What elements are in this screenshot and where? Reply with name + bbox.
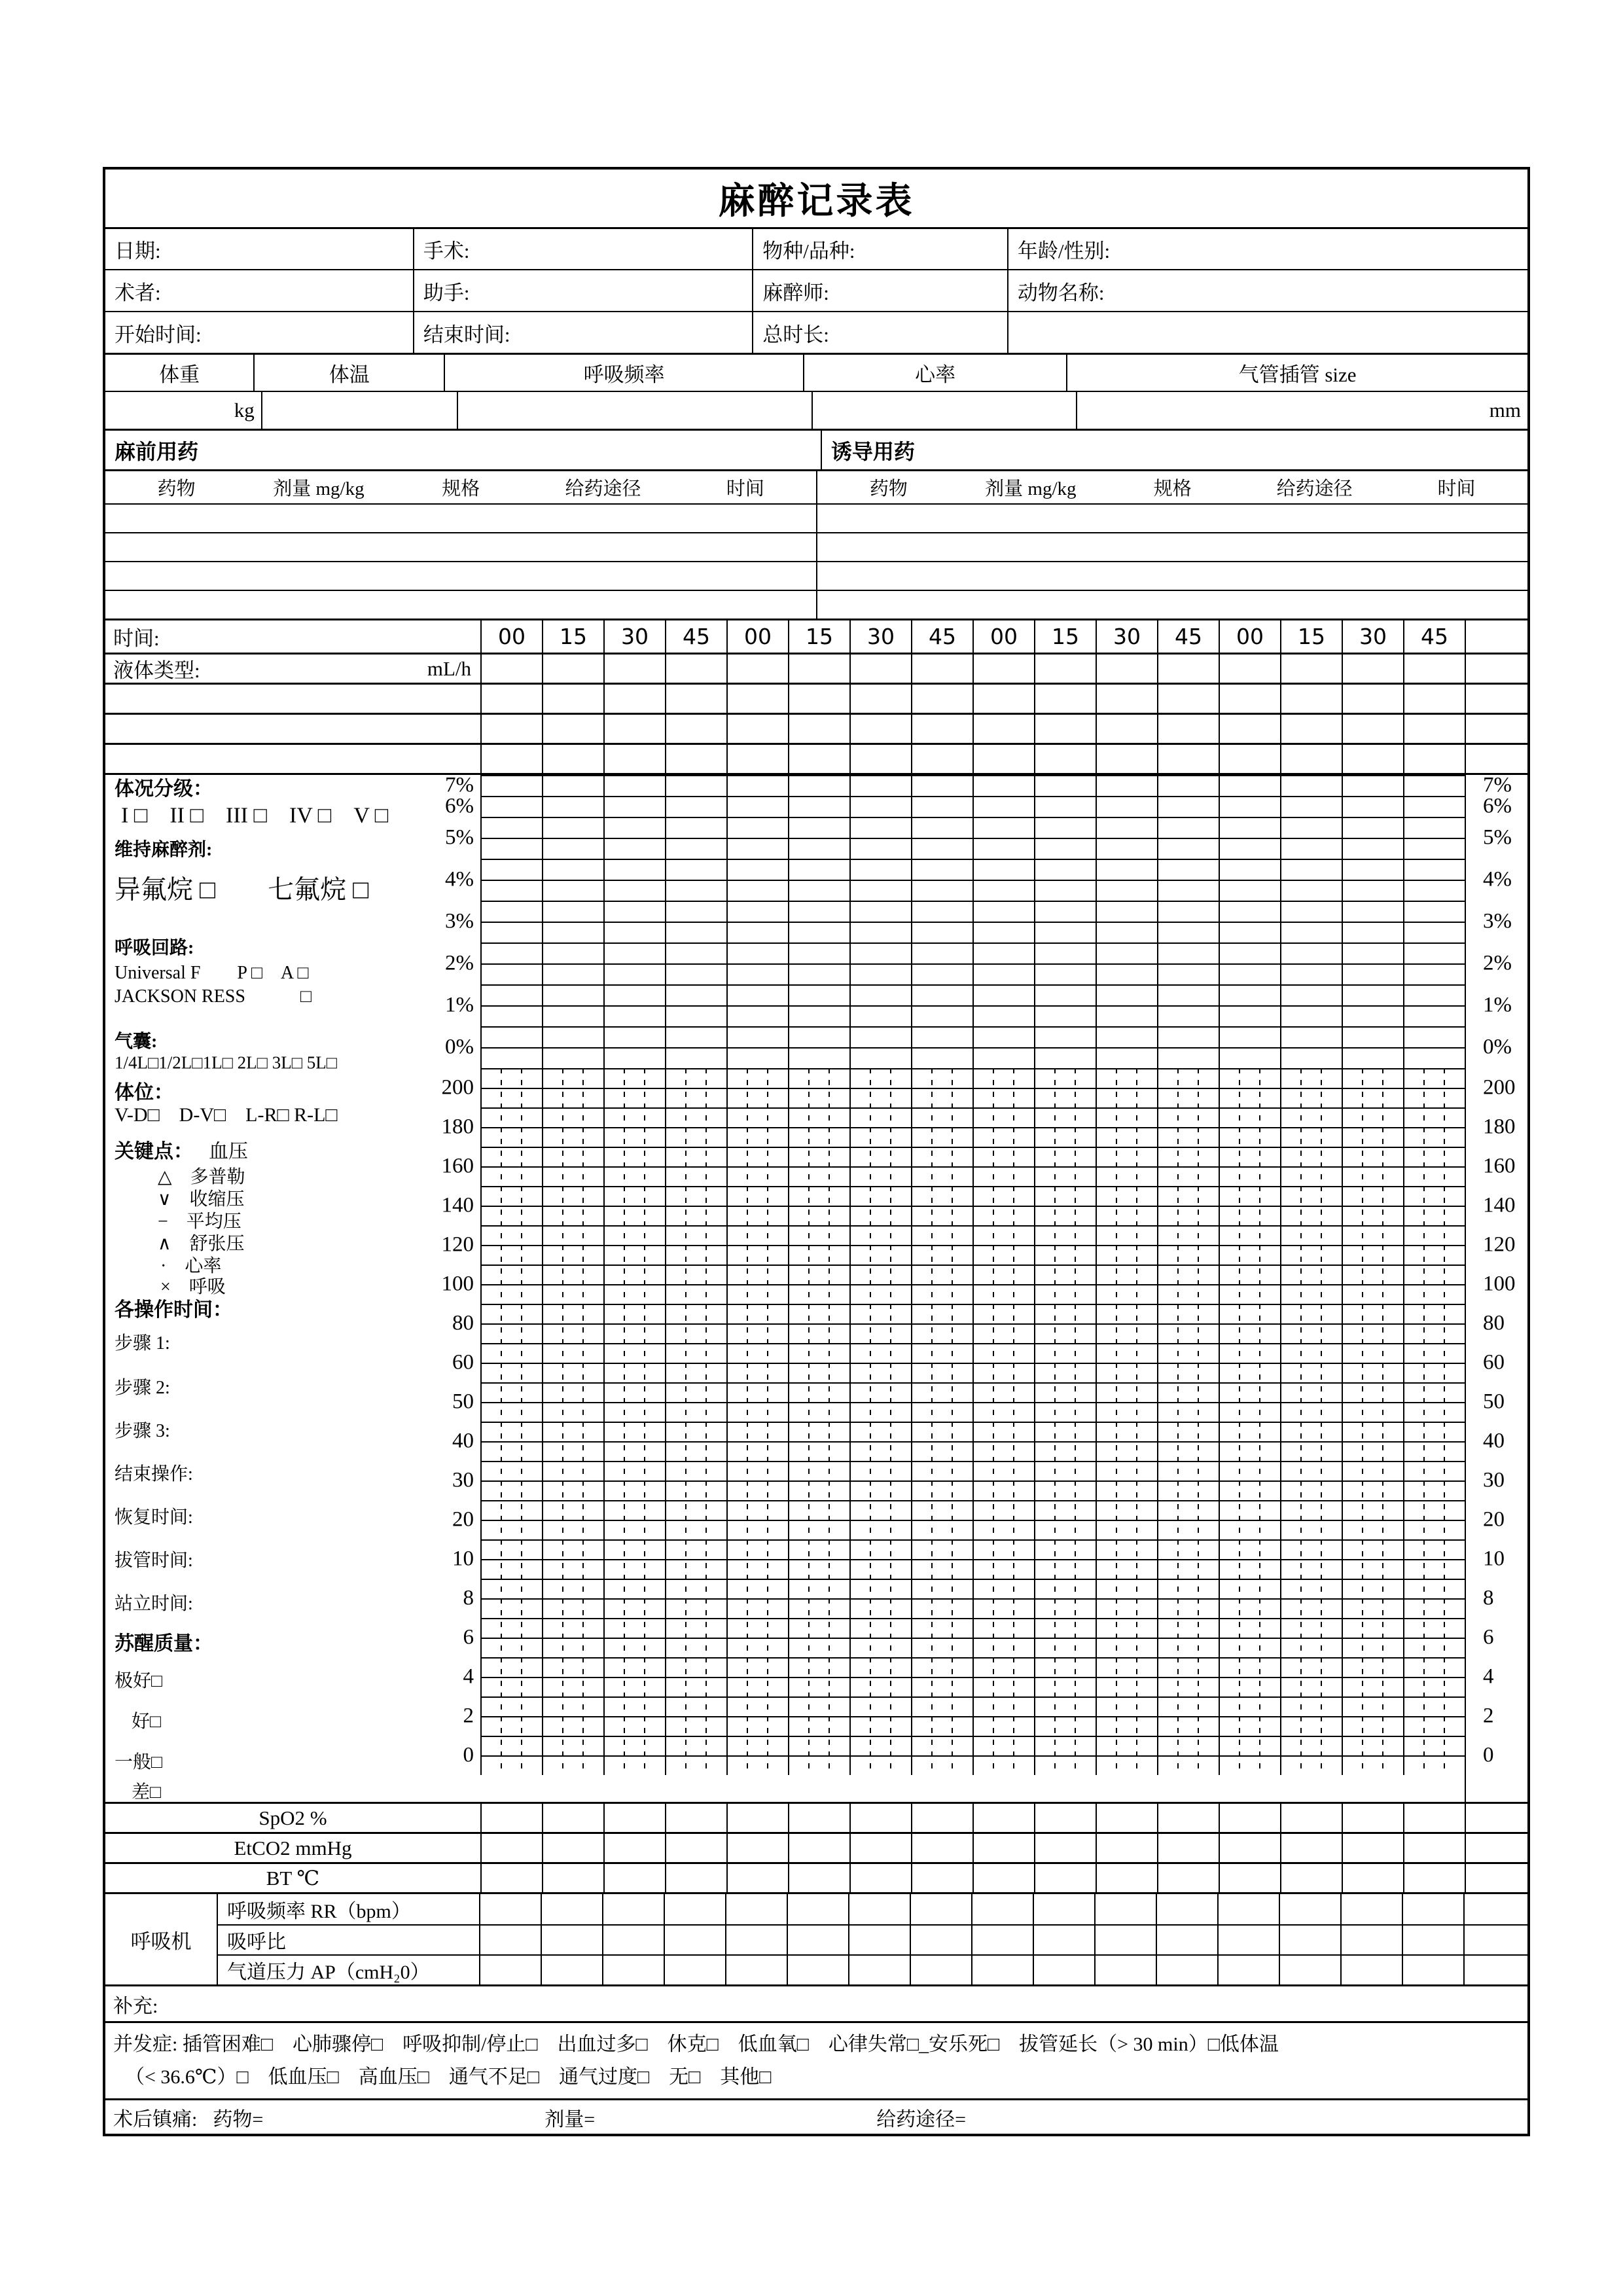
- percent-axis-tick: 6%: [445, 794, 474, 818]
- empty-cell: [1007, 312, 1527, 353]
- chart-left-panel-item: × 呼吸: [160, 1277, 226, 1297]
- animal-name-field[interactable]: [1007, 270, 1527, 311]
- vitals-axis-tick: 6: [463, 1625, 474, 1649]
- drug-entry-row: [105, 532, 1527, 561]
- post-op-drug-field[interactable]: 药物=: [213, 2108, 264, 2130]
- post-op-dose-field[interactable]: 剂量=: [544, 2108, 596, 2130]
- vitals-axis-tick: 40: [1483, 1429, 1505, 1453]
- vitals-axis-tick: 2: [463, 1704, 474, 1728]
- vitals-axis-tick: 10: [1483, 1547, 1505, 1571]
- tube-size-header: 气管插管 size: [1066, 355, 1527, 391]
- drug-column-header: 给药途径: [565, 478, 641, 499]
- monitor-grid-cells[interactable]: [480, 1804, 1465, 1832]
- time-tick: 45: [1403, 620, 1465, 653]
- respiratory-rate-header: 呼吸频率: [444, 355, 803, 391]
- percent-axis-tick: 5%: [445, 825, 474, 850]
- chart-left-panel-item: − 平均压: [158, 1211, 241, 1232]
- drug-column-header: 剂量 mg/kg: [985, 478, 1077, 499]
- total-duration-label: 总时长:: [762, 323, 829, 346]
- vitals-axis-tick: 6: [1483, 1625, 1494, 1649]
- time-tick: 45: [911, 620, 972, 653]
- end-time-label: 结束时间:: [423, 323, 510, 346]
- animal-name-label: 动物名称:: [1017, 281, 1105, 304]
- percent-axis-tick: 3%: [1483, 909, 1512, 933]
- ventilator-row: [218, 1954, 1527, 1984]
- vitals-axis-tick: 180: [1483, 1115, 1516, 1139]
- end-time-field[interactable]: [413, 312, 752, 353]
- chart-left-panel-item: 呼吸回路:: [115, 938, 194, 958]
- drug-column-header: 时间: [726, 478, 764, 499]
- percent-axis-tick: 4%: [1483, 867, 1512, 891]
- temperature-header: 体温: [253, 355, 444, 391]
- vitals-axis-tick: 8: [1483, 1586, 1494, 1610]
- chart-left-panel-item: 体位：: [115, 1082, 173, 1103]
- monitor-extra-cell: [1465, 1864, 1527, 1892]
- chart-left-panel-item: 站立时间:: [115, 1594, 193, 1614]
- weight-header: 体重: [159, 363, 200, 386]
- vitals-axis-tick: 140: [1483, 1193, 1516, 1217]
- vitals-axis-tick: 50: [452, 1390, 474, 1414]
- chart-left-panel-item: 1/4L□1/2L□1L□ 2L□ 3L□ 5L□: [115, 1052, 338, 1073]
- vitals-axis-tick: 0: [1483, 1743, 1494, 1767]
- chart-left-panel-item: ∨ 收缩压: [158, 1189, 245, 1210]
- percent-axis-tick: 3%: [445, 909, 474, 933]
- chart-left-panel: [105, 775, 480, 1802]
- percent-axis-tick: 2%: [1483, 951, 1512, 975]
- fluid-entry-label[interactable]: [105, 715, 480, 743]
- time-tick: 30: [603, 620, 665, 653]
- fluid-grid-cells[interactable]: [480, 655, 1465, 683]
- species-field[interactable]: [752, 229, 1007, 269]
- info-row-1: [105, 227, 1527, 269]
- surgery-label: 手术:: [423, 240, 470, 262]
- monitor-row-label: BT ℃: [266, 1866, 320, 1890]
- vitals-axis-tick: 30: [1483, 1468, 1505, 1492]
- chart-left-panel-item: 结束操作:: [115, 1464, 193, 1484]
- chart-bottom-strip: [480, 1775, 1465, 1802]
- vitals-axis-tick: 8: [463, 1586, 474, 1610]
- vitals-axis-tick: 2: [1483, 1704, 1494, 1728]
- percent-axis-tick: 2%: [445, 951, 474, 975]
- vitals-axis-tick: 0: [463, 1743, 474, 1767]
- fluid-entry-label[interactable]: [105, 685, 480, 713]
- time-tick: 00: [1219, 620, 1280, 653]
- drug-entry-row: [105, 590, 1527, 619]
- chart-left-panel-item: 极好□: [115, 1671, 162, 1691]
- info-row-2: [105, 269, 1527, 311]
- induction-entry-cell[interactable]: [816, 562, 1527, 590]
- monitor-rows: [105, 1802, 1527, 1892]
- vitals-plot-grid[interactable]: [480, 1068, 1465, 1775]
- percent-axis-tick: 7%: [445, 773, 474, 797]
- weight-input[interactable]: [105, 392, 261, 429]
- age-sex-label: 年龄/性别:: [1017, 240, 1111, 262]
- vitals-axis-tick: 80: [1483, 1311, 1505, 1335]
- timeline-label: 时间:: [113, 627, 160, 650]
- percent-axis-tick: 5%: [1483, 825, 1512, 850]
- vitals-axis-tick: 200: [441, 1075, 474, 1100]
- time-tick: 15: [1280, 620, 1342, 653]
- vitals-units-row: [105, 391, 1527, 429]
- ventilator-grid-cells[interactable]: [479, 1956, 1463, 1984]
- monitor-grid-cells[interactable]: [480, 1864, 1465, 1892]
- ventilator-row-label: 呼吸频率 RR（bpm）: [227, 1901, 411, 1922]
- time-tick: 30: [849, 620, 911, 653]
- title-row: [105, 170, 1527, 227]
- time-tick: 30: [1096, 620, 1157, 653]
- ventilator-rows: [218, 1894, 1527, 1984]
- vitals-axis-tick: 40: [452, 1429, 474, 1453]
- heart-rate-input[interactable]: [812, 392, 1076, 429]
- drug-section-header: [105, 429, 1527, 469]
- fluid-grid-cells[interactable]: [480, 745, 1465, 773]
- tube-size-input[interactable]: [1076, 392, 1527, 429]
- premed-title: 麻前用药: [115, 439, 199, 463]
- chart-left-panel-item: 维持麻醉剂:: [115, 840, 213, 860]
- percent-axis-tick: 7%: [1483, 773, 1512, 797]
- monitor-extra-cell: [1465, 1834, 1527, 1862]
- chart-left-panel-item: 好□: [132, 1712, 161, 1732]
- vitals-axis-tick: 20: [452, 1507, 474, 1532]
- induction-title: 诱导用药: [821, 431, 1527, 469]
- monitor-row: [105, 1862, 1527, 1892]
- time-tick: 30: [1342, 620, 1403, 653]
- chart-left-panel-item: 关键点：: [115, 1141, 193, 1162]
- time-tick: 00: [480, 620, 542, 653]
- drug-column-header: 规格: [1153, 478, 1192, 499]
- start-time-field[interactable]: [105, 312, 413, 353]
- vitals-axis-tick: 20: [1483, 1507, 1505, 1532]
- ventilator-row-label: 气道压力 AP（cmH₂0）: [227, 1962, 430, 1983]
- time-tick: 45: [665, 620, 726, 653]
- time-tick: 45: [1157, 620, 1219, 653]
- vitals-axis-tick: 4: [463, 1664, 474, 1689]
- ventilator-extra-cell: [1463, 1894, 1527, 1924]
- ventilator-extra-cell: [1463, 1956, 1527, 1984]
- time-tick: 15: [1034, 620, 1096, 653]
- chart-left-panel-item: · 心率: [160, 1256, 222, 1276]
- chart-left-panel-item: V-D□ D-V□ L-R□ R-L□: [115, 1104, 338, 1126]
- chart-left-panel-item: 各操作时间：: [115, 1299, 232, 1321]
- drug-column-header: 时间: [1437, 478, 1476, 499]
- fluid-extra-cell: [1465, 715, 1527, 743]
- ventilator-row-label: 吸呼比: [227, 1931, 286, 1953]
- drug-columns-row: [105, 469, 1527, 503]
- ventilator-label: 呼吸机: [105, 1894, 218, 1984]
- monitor-row-label: SpO2 %: [259, 1806, 327, 1829]
- respiratory-rate-input[interactable]: [457, 392, 812, 429]
- chart-left-panel-item: 苏醒质量：: [115, 1633, 213, 1655]
- vitals-header-row: [105, 353, 1527, 391]
- assistant-label: 助手:: [423, 281, 470, 304]
- ventilator-row: [218, 1924, 1527, 1954]
- chart-left-panel-item: 步骤 2:: [115, 1378, 170, 1398]
- vitals-axis-tick: 120: [441, 1232, 474, 1257]
- chart-left-panel-item: 体况分级：: [115, 778, 213, 800]
- anesthetist-field[interactable]: [752, 270, 1007, 311]
- fluid-grid-cells[interactable]: [480, 685, 1465, 713]
- induction-columns: [816, 471, 1527, 503]
- vitals-axis-tick: 80: [452, 1311, 474, 1335]
- vitals-axis-tick: 4: [1483, 1664, 1494, 1689]
- fluid-type-row: [105, 653, 1527, 683]
- chart-left-panel-item: ∧ 舒张压: [158, 1234, 245, 1254]
- drug-column-header: 规格: [442, 478, 480, 499]
- premed-entry-cell[interactable]: [105, 591, 816, 619]
- complications-row: [105, 2021, 1527, 2098]
- percent-axis-tick: 0%: [1483, 1035, 1512, 1059]
- chart-left-panel-item: 血压: [209, 1141, 248, 1162]
- chart-left-panel-item: 气囊:: [115, 1031, 158, 1052]
- chart-left-panel-item: 差□: [132, 1782, 161, 1803]
- chart-left-panel-item: JACKSON RESS □: [115, 986, 312, 1007]
- chart-left-panel-item: 异氟烷 □ 七氟烷 □: [115, 874, 369, 905]
- premed-columns: [105, 471, 816, 503]
- monitor-row: [105, 1802, 1527, 1832]
- time-tick: 15: [542, 620, 603, 653]
- assistant-field[interactable]: [413, 270, 752, 311]
- chart-left-panel-item: △ 多普勒: [158, 1167, 245, 1187]
- anesthetist-label: 麻醉师:: [762, 281, 829, 304]
- surgeon-field[interactable]: [105, 270, 413, 311]
- chart-left-panel-item: 拔管时间:: [115, 1551, 193, 1571]
- vitals-axis-tick: 50: [1483, 1390, 1505, 1414]
- anesthetic-percent-grid[interactable]: [480, 775, 1465, 1068]
- chart-right-axis: [1465, 775, 1527, 1802]
- fluid-entry-row: [105, 743, 1527, 773]
- monitor-row: [105, 1832, 1527, 1862]
- total-duration-field[interactable]: [752, 312, 1007, 353]
- time-tick: 00: [972, 620, 1034, 653]
- chart-left-panel-items: [105, 775, 480, 1802]
- ventilator-row: [218, 1894, 1527, 1924]
- date-field[interactable]: [105, 229, 413, 269]
- species-label: 物种/品种:: [762, 240, 855, 262]
- monitor-grid-cells[interactable]: [480, 1834, 1465, 1862]
- fluid-extra-cell: [1465, 745, 1527, 773]
- percent-axis-right: [1466, 775, 1527, 1802]
- premed-entry-cell[interactable]: [105, 562, 816, 590]
- fluid-extra-cell: [1465, 655, 1527, 683]
- vitals-axis-tick: 60: [1483, 1350, 1505, 1374]
- induction-entry-cell[interactable]: [816, 505, 1527, 532]
- vitals-axis-tick: 120: [1483, 1232, 1516, 1257]
- vitals-axis-tick: 10: [452, 1547, 474, 1571]
- fluid-entry-row: [105, 713, 1527, 743]
- vitals-axis-tick: 160: [1483, 1154, 1516, 1178]
- time-tick: 00: [726, 620, 788, 653]
- kg-unit: kg: [234, 399, 255, 422]
- fluid-type-field[interactable]: [105, 655, 480, 683]
- post-op-label: 术后镇痛:: [113, 2108, 198, 2130]
- induction-entry-cell[interactable]: [816, 591, 1527, 619]
- vitals-axis-tick: 30: [452, 1468, 474, 1492]
- mm-unit: mm: [1489, 399, 1521, 422]
- percent-axis-tick: 4%: [445, 867, 474, 891]
- drug-column-header: 药物: [869, 478, 908, 499]
- vitals-axis-tick: 180: [441, 1115, 474, 1139]
- fluid-entry-row: [105, 683, 1527, 713]
- vitals-axis-right: [1466, 775, 1527, 1802]
- induction-entry-cell[interactable]: [816, 533, 1527, 561]
- fluid-type-label: 液体类型:: [113, 659, 200, 682]
- drug-column-header: 药物: [157, 478, 196, 499]
- monitor-row-label: EtCO2 mmHg: [234, 1836, 352, 1859]
- page-title: 麻醉记录表: [718, 181, 915, 222]
- percent-axis-tick: 1%: [1483, 993, 1512, 1017]
- drug-column-header: 给药途径: [1276, 478, 1353, 499]
- chart-left-panel-item: 一般□: [115, 1752, 162, 1772]
- start-time-label: 开始时间:: [115, 323, 202, 346]
- post-op-route-field[interactable]: 给药途径=: [876, 2108, 967, 2130]
- supplement-row[interactable]: [105, 1984, 1527, 2021]
- percent-axis-tick: 6%: [1483, 794, 1512, 818]
- vitals-axis-tick: 100: [1483, 1272, 1516, 1296]
- ventilator-grid-cells[interactable]: [479, 1894, 1463, 1924]
- timeline-extra-cell: [1465, 620, 1527, 653]
- vitals-axis-tick: 160: [441, 1154, 474, 1178]
- drug-entry-row: [105, 503, 1527, 532]
- fluid-grid-cells[interactable]: [480, 715, 1465, 743]
- vitals-axis-tick: 60: [452, 1350, 474, 1374]
- fluid-extra-cell: [1465, 685, 1527, 713]
- fluid-entry-label[interactable]: [105, 745, 480, 773]
- percent-axis-tick: 0%: [445, 1035, 474, 1059]
- complications-line1[interactable]: 并发症: 插管困难□ 心肺骤停□ 呼吸抑制/停止□ 出血过多□ 休克□ 低血氧□ 心律失常□_安乐死□ 拔管延长（> 30 min）□低体温: [113, 2034, 1279, 2055]
- vitals-axis-tick: 200: [1483, 1075, 1516, 1100]
- monitor-extra-cell: [1465, 1804, 1527, 1832]
- percent-axis-tick: 1%: [445, 993, 474, 1017]
- premed-entry-cell[interactable]: [105, 533, 816, 561]
- chart-section: [105, 773, 1527, 1802]
- ventilator-section: [105, 1892, 1527, 1984]
- chart-left-panel-item: Universal F P □ A □: [115, 963, 309, 983]
- chart-grid-area[interactable]: [480, 775, 1465, 1802]
- complications-line2[interactable]: （< 36.6℃）□ 低血压□ 高血压□ 通气不足□ 通气过度□ 无□ 其他□: [125, 2066, 772, 2088]
- vitals-axis-left: [105, 775, 480, 1802]
- ventilator-extra-cell: [1463, 1926, 1527, 1954]
- drug-column-header: 剂量 mg/kg: [273, 478, 365, 499]
- post-op-analgesia-row: [105, 2098, 1527, 2134]
- percent-axis-left: [105, 775, 480, 1802]
- ventilator-grid-cells[interactable]: [479, 1926, 1463, 1954]
- heart-rate-header: 心率: [803, 355, 1066, 391]
- time-tick: 15: [788, 620, 849, 653]
- temperature-input[interactable]: [261, 392, 457, 429]
- premed-entry-cell[interactable]: [105, 505, 816, 532]
- chart-left-panel-item: 步骤 3:: [115, 1421, 170, 1441]
- drug-entry-row: [105, 561, 1527, 590]
- timeline-ticks: [480, 620, 1465, 653]
- anesthesia-record-form: [103, 167, 1530, 2136]
- fluid-unit-label: mL/h: [427, 656, 471, 680]
- surgeon-label: 术者:: [115, 281, 161, 304]
- date-label: 日期:: [115, 240, 161, 262]
- chart-left-panel-item: I □ II □ III □ IV □ V □: [121, 803, 389, 828]
- chart-left-panel-item: 步骤 1:: [115, 1333, 170, 1354]
- chart-left-panel-item: 恢复时间:: [115, 1507, 193, 1528]
- surgery-field[interactable]: [413, 229, 752, 269]
- info-row-3: [105, 311, 1527, 353]
- vitals-axis-tick: 100: [441, 1272, 474, 1296]
- supplement-label: 补充:: [113, 1995, 158, 2017]
- age-sex-field[interactable]: [1007, 229, 1527, 269]
- timeline-row: [105, 619, 1527, 653]
- vitals-axis-tick: 140: [441, 1193, 474, 1217]
